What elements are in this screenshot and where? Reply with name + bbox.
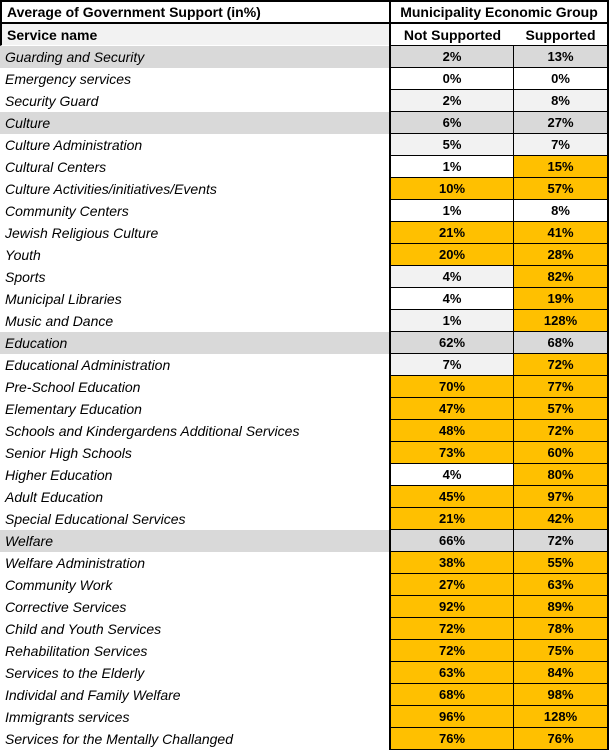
- category-row: [0, 112, 609, 134]
- supported-value: 78%: [514, 618, 609, 640]
- table-row: [0, 376, 609, 398]
- supported-value: 57%: [514, 398, 609, 420]
- table-row: [0, 574, 609, 596]
- service-name-cell: Welfare Administration: [5, 555, 146, 571]
- not-supported-value: 72%: [389, 618, 514, 640]
- supported-value: 89%: [514, 596, 609, 618]
- service-name-cell: Special Educational Services: [5, 511, 186, 527]
- table-row: [0, 728, 609, 750]
- service-name-cell: Education: [0, 332, 389, 354]
- supported-header: Supported: [514, 24, 609, 46]
- service-name-cell: Pre-School Education: [5, 379, 141, 395]
- service-name-cell: Corrective Services: [5, 599, 127, 615]
- service-name-cell: Immigrants services: [5, 709, 130, 725]
- not-supported-value: 20%: [389, 244, 514, 266]
- supported-value: 97%: [514, 486, 609, 508]
- service-name-cell: Culture Administration: [5, 137, 143, 153]
- not-supported-value: 1%: [389, 310, 514, 332]
- service-name-cell: Rehabilitation Services: [5, 643, 148, 659]
- supported-value: 68%: [514, 332, 609, 354]
- table-row: [0, 596, 609, 618]
- supported-value: 57%: [514, 178, 609, 200]
- not-supported-header: Not Supported: [389, 24, 514, 46]
- service-name-cell: Guarding and Security: [0, 46, 389, 68]
- supported-value: 55%: [514, 552, 609, 574]
- supported-value: 72%: [514, 530, 609, 552]
- supported-value: 77%: [514, 376, 609, 398]
- not-supported-value: 63%: [389, 662, 514, 684]
- supported-value: 41%: [514, 222, 609, 244]
- service-name-header: Service name: [0, 24, 389, 46]
- table-row: [0, 508, 609, 530]
- service-name-cell: Individal and Family Welfare: [5, 687, 181, 703]
- table-row: [0, 178, 609, 200]
- table-body: [0, 46, 609, 750]
- supported-value: 72%: [514, 354, 609, 376]
- not-supported-value: 2%: [389, 46, 514, 68]
- supported-value: 76%: [514, 728, 609, 750]
- supported-value: 0%: [514, 68, 609, 90]
- not-supported-value: 68%: [389, 684, 514, 706]
- service-name-cell: Cultural Centers: [5, 159, 107, 175]
- table-title: Average of Government Support (in%): [0, 2, 389, 24]
- table-row: [0, 134, 609, 156]
- service-name-cell: Security Guard: [5, 93, 99, 109]
- not-supported-value: 38%: [389, 552, 514, 574]
- category-row: [0, 46, 609, 68]
- category-row: [0, 530, 609, 552]
- not-supported-value: 47%: [389, 398, 514, 420]
- service-name-cell: Schools and Kindergardens Additional Services: [5, 423, 300, 439]
- not-supported-value: 0%: [389, 68, 514, 90]
- not-supported-value: 5%: [389, 134, 514, 156]
- table-row: [0, 68, 609, 90]
- service-name-cell: Educational Administration: [5, 357, 171, 373]
- table-title-row: [0, 2, 609, 24]
- table-row: [0, 244, 609, 266]
- not-supported-value: 1%: [389, 200, 514, 222]
- not-supported-value: 72%: [389, 640, 514, 662]
- not-supported-value: 1%: [389, 156, 514, 178]
- not-supported-value: 92%: [389, 596, 514, 618]
- table-row: [0, 156, 609, 178]
- table-row: [0, 662, 609, 684]
- supported-value: 7%: [514, 134, 609, 156]
- service-name-cell: Adult Education: [5, 489, 104, 505]
- service-name-cell: Higher Education: [5, 467, 113, 483]
- service-name-cell: Municipal Libraries: [5, 291, 122, 307]
- not-supported-value: 62%: [389, 332, 514, 354]
- table-row: [0, 442, 609, 464]
- not-supported-value: 7%: [389, 354, 514, 376]
- table-row: [0, 618, 609, 640]
- supported-value: 8%: [514, 90, 609, 112]
- not-supported-value: 48%: [389, 420, 514, 442]
- not-supported-value: 21%: [389, 222, 514, 244]
- not-supported-value: 45%: [389, 486, 514, 508]
- supported-value: 98%: [514, 684, 609, 706]
- not-supported-value: 4%: [389, 288, 514, 310]
- supported-value: 27%: [514, 112, 609, 134]
- table-row: [0, 552, 609, 574]
- not-supported-value: 66%: [389, 530, 514, 552]
- table-row: [0, 464, 609, 486]
- not-supported-value: 10%: [389, 178, 514, 200]
- table-row: [0, 310, 609, 332]
- supported-value: 80%: [514, 464, 609, 486]
- supported-value: 15%: [514, 156, 609, 178]
- not-supported-value: 76%: [389, 728, 514, 750]
- not-supported-value: 70%: [389, 376, 514, 398]
- supported-value: 128%: [514, 706, 609, 728]
- service-name-cell: Jewish Religious Culture: [5, 225, 159, 241]
- table-row: [0, 640, 609, 662]
- service-name-cell: Services for the Mentally Challanged: [5, 731, 234, 747]
- service-name-cell: Community Work: [5, 577, 113, 593]
- table-row: [0, 288, 609, 310]
- supported-value: 63%: [514, 574, 609, 596]
- supported-value: 72%: [514, 420, 609, 442]
- table-row: [0, 222, 609, 244]
- service-name-cell: Child and Youth Services: [5, 621, 162, 637]
- not-supported-value: 6%: [389, 112, 514, 134]
- table-row: [0, 684, 609, 706]
- supported-value: 19%: [514, 288, 609, 310]
- service-name-cell: Senior High Schools: [5, 445, 132, 461]
- not-supported-value: 96%: [389, 706, 514, 728]
- not-supported-value: 4%: [389, 266, 514, 288]
- column-header-row: [0, 24, 609, 46]
- service-name-cell: Services to the Elderly: [5, 665, 145, 681]
- service-name-cell: Emergency services: [5, 71, 132, 87]
- not-supported-value: 27%: [389, 574, 514, 596]
- not-supported-value: 2%: [389, 90, 514, 112]
- supported-value: 84%: [514, 662, 609, 684]
- supported-value: 60%: [514, 442, 609, 464]
- table-row: [0, 266, 609, 288]
- service-name-cell: Welfare: [0, 530, 389, 552]
- table-row: [0, 398, 609, 420]
- service-name-cell: Sports: [5, 269, 46, 285]
- supported-value: 8%: [514, 200, 609, 222]
- table-row: [0, 354, 609, 376]
- supported-value: 13%: [514, 46, 609, 68]
- table-row: [0, 200, 609, 222]
- service-name-cell: Culture Activities/initiatives/Events: [5, 181, 217, 197]
- supported-value: 82%: [514, 266, 609, 288]
- service-name-cell: Culture: [0, 112, 389, 134]
- table-row: [0, 420, 609, 442]
- column-group-header: Municipality Economic Group: [389, 2, 609, 24]
- service-name-cell: Youth: [5, 247, 41, 263]
- not-supported-value: 4%: [389, 464, 514, 486]
- not-supported-value: 21%: [389, 508, 514, 530]
- service-name-cell: Community Centers: [5, 203, 129, 219]
- supported-value: 42%: [514, 508, 609, 530]
- table-row: [0, 706, 609, 728]
- category-row: [0, 332, 609, 354]
- supported-value: 75%: [514, 640, 609, 662]
- table-row: [0, 486, 609, 508]
- service-name-cell: Music and Dance: [5, 313, 114, 329]
- table-row: [0, 90, 609, 112]
- not-supported-value: 73%: [389, 442, 514, 464]
- supported-value: 28%: [514, 244, 609, 266]
- service-name-cell: Elementary Education: [5, 401, 142, 417]
- supported-value: 128%: [514, 310, 609, 332]
